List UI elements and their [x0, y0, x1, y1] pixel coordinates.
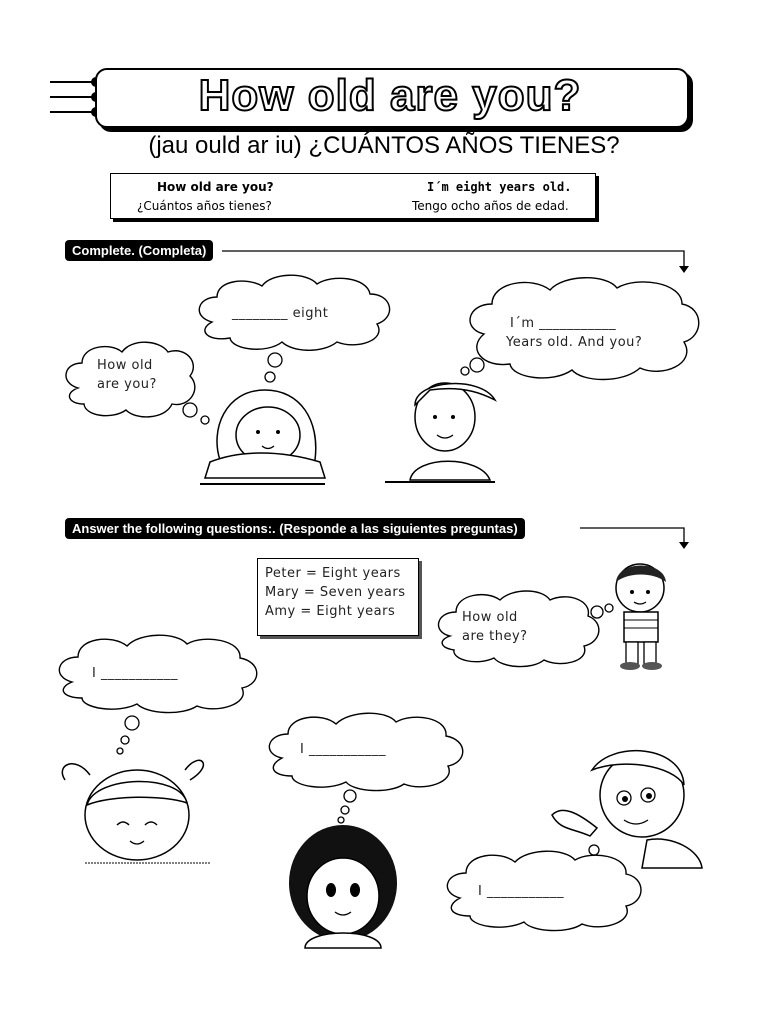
blank-answer-1: I ___________ — [92, 666, 178, 681]
section-answer-label: Answer the following questions:. (Responde a las siguientes preguntas) — [65, 518, 525, 539]
section-arrow-icon — [580, 527, 692, 552]
info-amy: Amy = Eight years — [265, 604, 396, 619]
blank-answer-2: I ___________ — [300, 742, 386, 757]
cloud-question-they — [432, 588, 612, 668]
question-they-line1: How old — [462, 610, 518, 625]
info-mary: Mary = Seven years — [265, 585, 406, 600]
vocab-question-es: ¿Cuántos años tienes? — [137, 199, 272, 213]
girl-question-line2: are you? — [97, 377, 157, 392]
question-they-line2: are they? — [462, 629, 528, 644]
vocab-answer-es: Tengo ocho años de edad. — [412, 199, 569, 213]
boy-bubble-line1: I´m ___________ — [510, 316, 617, 331]
boy-reading-illustration — [385, 355, 505, 487]
girl-curly-hair-illustration — [285, 788, 400, 953]
girl-reading-illustration — [180, 350, 330, 490]
standing-boy-illustration — [598, 560, 678, 672]
page-title: How old are you? — [198, 71, 582, 120]
vocab-question-en: How old are you? — [157, 180, 274, 194]
boy-bubble-line2: Years old. And you? — [506, 335, 643, 350]
blank-answer-3: I ___________ — [478, 884, 564, 899]
page-subtitle: (jau ould ar iu) ¿CUÁNTOS AÑOS TIENES? — [148, 132, 620, 159]
girl-answer-text: ________ eight — [232, 306, 329, 321]
section-complete-label: Complete. (Completa) — [65, 240, 213, 261]
info-peter: Peter = Eight years — [265, 566, 401, 581]
girl-question-line1: How old — [97, 358, 153, 373]
vocab-answer-en: I´m eight years old. — [427, 180, 572, 194]
girl-pigtails-illustration — [55, 715, 215, 865]
